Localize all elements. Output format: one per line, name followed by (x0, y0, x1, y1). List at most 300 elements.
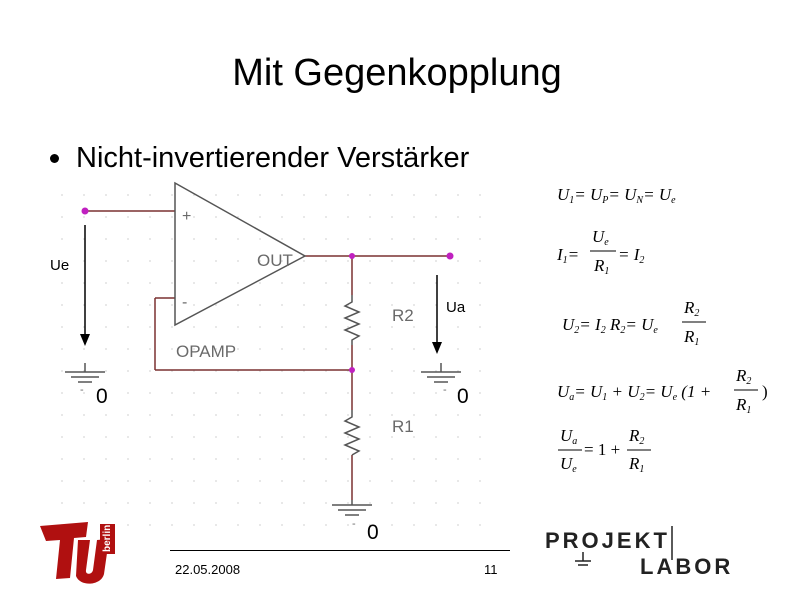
grid-dot (105, 370, 107, 372)
grid-dot (457, 348, 459, 350)
grid-dot (127, 414, 129, 416)
grid-dot (193, 480, 195, 482)
grid-dot (237, 194, 239, 196)
voltage-arrows (80, 225, 442, 354)
grid-dot (149, 458, 151, 460)
grid-dot (83, 502, 85, 504)
ground-right-icon (421, 363, 461, 382)
grid-dot (259, 282, 261, 284)
grid-dot (259, 436, 261, 438)
grid-dot (61, 238, 63, 240)
svg-text:): ) (762, 382, 768, 401)
grid-dot (149, 304, 151, 306)
grid-dot (215, 458, 217, 460)
svg-text:R2: R2 (736, 366, 752, 387)
grid-dot (171, 304, 173, 306)
grid-dot (325, 502, 327, 504)
plus-label: + (182, 208, 192, 225)
grid-dot (127, 392, 129, 394)
grid-dot (127, 326, 129, 328)
svg-text:R2: R2 (629, 426, 645, 447)
grid-dot (61, 436, 63, 438)
grid-dot (325, 436, 327, 438)
grid-dot (479, 260, 481, 262)
grid-dot (347, 348, 349, 350)
ground-bottom-minus: - (352, 518, 356, 530)
grid-dot (435, 524, 437, 526)
grid-dot (61, 370, 63, 372)
ground-right-minus: - (443, 384, 447, 396)
grid-dot (259, 194, 261, 196)
grid-dot (171, 194, 173, 196)
svg-text:R1: R1 (629, 454, 645, 475)
grid-dot (193, 392, 195, 394)
grid-dot (149, 326, 151, 328)
grid-dot (369, 502, 371, 504)
grid-dot (479, 524, 481, 526)
grid-dot (171, 260, 173, 262)
grid-dot (435, 260, 437, 262)
grid-dot (215, 414, 217, 416)
grid-dot (391, 238, 393, 240)
grid-dot (105, 502, 107, 504)
grid-dot (215, 436, 217, 438)
grid-dot (237, 458, 239, 460)
grid-dot (303, 326, 305, 328)
svg-text:U2= I2 R2= Ue: U2= I2 R2= Ue (562, 315, 658, 336)
ground-right-label: 0 (457, 385, 469, 408)
svg-text:R2: R2 (684, 298, 700, 319)
grid-dot (347, 260, 349, 262)
grid-dot (413, 436, 415, 438)
resistor-r1 (345, 410, 359, 455)
grid-dot (369, 216, 371, 218)
grid-dot (281, 282, 283, 284)
grid-dot (83, 458, 85, 460)
grid-dot (457, 326, 459, 328)
grid-dot (413, 260, 415, 262)
svg-text:I1=: I1= (557, 245, 580, 266)
grid-dot (259, 458, 261, 460)
grid-dot (413, 502, 415, 504)
grid-dot (127, 260, 129, 262)
grid-dot (193, 282, 195, 284)
ground-bottom-icon (332, 500, 372, 515)
grid-dot (61, 480, 63, 482)
grid-dot (193, 436, 195, 438)
grid-dot (61, 348, 63, 350)
grid-dot (215, 260, 217, 262)
grid-dot (237, 392, 239, 394)
grid-dot (281, 392, 283, 394)
grid-dot (149, 370, 151, 372)
projekt-labor-logo (545, 526, 733, 579)
grid-dot (303, 260, 305, 262)
grid-dot (479, 502, 481, 504)
grid-dot (61, 282, 63, 284)
grid-dot (105, 348, 107, 350)
grid-dot (369, 326, 371, 328)
grid-dot (303, 194, 305, 196)
grid-dot (171, 348, 173, 350)
grid-dot (259, 414, 261, 416)
grid-dot (281, 414, 283, 416)
grid-dot (259, 216, 261, 218)
grid-dot (127, 282, 129, 284)
svg-text:berlin: berlin (102, 524, 113, 552)
grid-dot (347, 392, 349, 394)
grid-dot (413, 370, 415, 372)
grid-dot (105, 326, 107, 328)
grid-dot (413, 458, 415, 460)
grid-dot (479, 326, 481, 328)
opamp-label: OPAMP (176, 342, 237, 361)
grid-dot (325, 304, 327, 306)
grid-dot (457, 216, 459, 218)
grid-dot (479, 370, 481, 372)
svg-text:R1: R1 (684, 327, 700, 348)
ua-label: Ua (446, 299, 466, 316)
grid-dot (281, 326, 283, 328)
grid-dot (369, 260, 371, 262)
grid-dot (171, 480, 173, 482)
grid-dot (281, 216, 283, 218)
grid-dot (149, 480, 151, 482)
grid-dot (347, 436, 349, 438)
grid-dot (303, 216, 305, 218)
grid-dot (435, 480, 437, 482)
grid-dot (127, 216, 129, 218)
grid-dot (149, 194, 151, 196)
grid-dot (281, 238, 283, 240)
grid-dot (259, 480, 261, 482)
grid-dot (259, 524, 261, 526)
grid-dot (479, 216, 481, 218)
grid-dot (237, 348, 239, 350)
grid-dot (391, 326, 393, 328)
ground-left-icon (65, 363, 105, 382)
grid-dot (83, 414, 85, 416)
grid-dot (215, 480, 217, 482)
grid-dot (149, 238, 151, 240)
grid-dot (127, 436, 129, 438)
grid-dot (303, 524, 305, 526)
grid-dot (149, 348, 151, 350)
grid-dot (61, 458, 63, 460)
grid-dot (435, 238, 437, 240)
grid-dot (127, 524, 129, 526)
grid-dot (413, 348, 415, 350)
grid-dot (127, 458, 129, 460)
grid-dot (83, 480, 85, 482)
grid-dot (369, 458, 371, 460)
grid-dot (215, 502, 217, 504)
grid-dot (325, 260, 327, 262)
grid-dot (325, 282, 327, 284)
grid-dot (193, 216, 195, 218)
svg-text:PROJEKT: PROJEKT (545, 528, 670, 553)
svg-text:Ue: Ue (592, 227, 609, 248)
grid-dot (369, 480, 371, 482)
grid-dot (413, 414, 415, 416)
grid-dot (105, 414, 107, 416)
grid-dot (479, 414, 481, 416)
grid-dot (325, 348, 327, 350)
grid-dot (369, 348, 371, 350)
grid-dot (193, 326, 195, 328)
grid-dot (303, 348, 305, 350)
grid-dot (369, 282, 371, 284)
grid-dot (237, 502, 239, 504)
grid-dot (105, 238, 107, 240)
grid-dot (105, 304, 107, 306)
footer-date: 22.05.2008 (175, 562, 241, 577)
grid-dot (281, 502, 283, 504)
grid-dot (149, 436, 151, 438)
grid-dot (391, 260, 393, 262)
ue-label: Ue (50, 257, 70, 274)
grid-dot (347, 194, 349, 196)
grid-dot (281, 304, 283, 306)
out-label: OUT (257, 251, 293, 270)
grid-dot (127, 304, 129, 306)
tu-berlin-logo (40, 522, 115, 584)
grid-dot (391, 370, 393, 372)
grid-dot (281, 194, 283, 196)
grid-dot (325, 326, 327, 328)
grid-dot (105, 436, 107, 438)
svg-text:= 1 +: = 1 + (584, 440, 621, 459)
grid-dot (259, 326, 261, 328)
grid-dot (171, 326, 173, 328)
grid-dot (215, 216, 217, 218)
grid-dot (215, 238, 217, 240)
grid-dot (171, 392, 173, 394)
schematic-grid (61, 194, 481, 526)
grid-dot (457, 260, 459, 262)
grid-dot (105, 282, 107, 284)
grid-dot (237, 524, 239, 526)
grid-dot (391, 216, 393, 218)
grid-dot (435, 194, 437, 196)
grid-dot (193, 260, 195, 262)
slide-title: Mit Gegenkopplung (232, 52, 562, 94)
grid-dot (303, 282, 305, 284)
grid-dot (325, 238, 327, 240)
ground-left-minus: - (80, 384, 84, 396)
grid-dot (259, 502, 261, 504)
grid-dot (303, 502, 305, 504)
grid-dot (369, 304, 371, 306)
svg-text:= I2: = I2 (618, 245, 645, 266)
grid-dot (479, 194, 481, 196)
grid-dot (237, 238, 239, 240)
grid-dot (237, 260, 239, 262)
grid-dot (237, 436, 239, 438)
grid-dot (391, 348, 393, 350)
grid-dot (61, 392, 63, 394)
grid-dot (303, 304, 305, 306)
grid-dot (303, 436, 305, 438)
grid-dot (61, 194, 63, 196)
grid-dot (347, 524, 349, 526)
grid-dot (413, 392, 415, 394)
grid-dot (457, 238, 459, 240)
grid-dot (347, 238, 349, 240)
r2-label: R2 (392, 306, 414, 325)
grid-dot (369, 194, 371, 196)
grid-dot (325, 524, 327, 526)
grid-dot (391, 458, 393, 460)
grid-dot (479, 238, 481, 240)
grid-dot (237, 304, 239, 306)
grid-dot (457, 414, 459, 416)
grid-dot (479, 480, 481, 482)
grid-dot (457, 524, 459, 526)
footer-page-number: 11 (484, 562, 498, 577)
footer-divider (170, 550, 510, 551)
grid-dot (457, 282, 459, 284)
grid-dot (435, 392, 437, 394)
grid-dot (149, 282, 151, 284)
grid-dot (457, 480, 459, 482)
grid-dot (479, 348, 481, 350)
grid-dot (413, 216, 415, 218)
bullet-text: Nicht-invertierender Verstärker (76, 142, 470, 174)
grid-dot (435, 436, 437, 438)
grid-dot (325, 414, 327, 416)
grid-dot (171, 282, 173, 284)
grid-dot (303, 480, 305, 482)
equation-3 (562, 298, 706, 348)
grid-dot (413, 194, 415, 196)
grid-dot (369, 238, 371, 240)
grid-dot (237, 480, 239, 482)
grid-dot (105, 480, 107, 482)
ground-left-label: 0 (96, 385, 108, 408)
grid-dot (193, 414, 195, 416)
grid-dot (193, 458, 195, 460)
grid-dot (457, 458, 459, 460)
grid-dot (259, 304, 261, 306)
grid-dot (391, 282, 393, 284)
circuit-nodes (82, 208, 454, 374)
grid-dot (281, 480, 283, 482)
svg-text:R1: R1 (736, 395, 752, 416)
grid-dot (171, 216, 173, 218)
grid-dot (303, 238, 305, 240)
grid-dot (83, 348, 85, 350)
grid-dot (435, 216, 437, 218)
grid-dot (413, 524, 415, 526)
grid-dot (347, 458, 349, 460)
grid-dot (171, 502, 173, 504)
grid-dot (413, 480, 415, 482)
grid-dot (127, 370, 129, 372)
grid-dot (479, 392, 481, 394)
grid-dot (413, 326, 415, 328)
equation-1: U1= UP= UN= Ue (557, 185, 676, 206)
svg-text:R1: R1 (594, 256, 610, 277)
grid-dot (61, 502, 63, 504)
ground-bottom-label: 0 (367, 521, 379, 544)
equation-5 (558, 426, 651, 475)
grid-dot (61, 304, 63, 306)
grid-dot (149, 216, 151, 218)
grid-dot (61, 216, 63, 218)
grid-dot (215, 392, 217, 394)
grid-dot (347, 216, 349, 218)
svg-text:Ue: Ue (560, 454, 577, 475)
grid-dot (479, 458, 481, 460)
grid-dot (105, 260, 107, 262)
grid-dot (391, 414, 393, 416)
grid-dot (303, 458, 305, 460)
grid-dot (237, 414, 239, 416)
svg-text:Ua= U1 + U2= Ue (1 +: Ua= U1 + U2= Ue (1 + (557, 382, 712, 403)
grid-dot (435, 458, 437, 460)
grid-dot (369, 370, 371, 372)
resistor-r2 (345, 295, 359, 345)
svg-text:Ua: Ua (560, 426, 578, 447)
grid-dot (61, 326, 63, 328)
svg-text:LABOR: LABOR (640, 554, 734, 579)
grid-dot (61, 414, 63, 416)
grid-dot (281, 524, 283, 526)
grid-dot (347, 480, 349, 482)
grid-dot (435, 414, 437, 416)
grid-dot (83, 436, 85, 438)
grid-dot (149, 502, 151, 504)
grid-dot (105, 216, 107, 218)
grid-dot (325, 480, 327, 482)
grid-dot (325, 194, 327, 196)
grid-dot (369, 392, 371, 394)
grid-dot (215, 524, 217, 526)
grid-dot (105, 458, 107, 460)
grid-dot (237, 282, 239, 284)
grid-dot (413, 238, 415, 240)
grid-dot (127, 502, 129, 504)
grid-dot (149, 524, 151, 526)
grid-dot (149, 414, 151, 416)
grid-dot (369, 414, 371, 416)
grid-dot (325, 458, 327, 460)
grid-dot (347, 414, 349, 416)
grid-dot (149, 392, 151, 394)
grid-dot (281, 436, 283, 438)
grid-dot (281, 348, 283, 350)
grid-dot (479, 282, 481, 284)
equation-4 (557, 366, 768, 416)
grid-dot (347, 282, 349, 284)
equations (556, 185, 768, 475)
equation-2 (556, 227, 644, 277)
grid-dot (193, 502, 195, 504)
grid-dot (259, 392, 261, 394)
grid-dot (193, 524, 195, 526)
grid-dot (83, 216, 85, 218)
grid-dot (171, 238, 173, 240)
grid-dot (193, 304, 195, 306)
grid-dot (171, 524, 173, 526)
grid-dot (347, 502, 349, 504)
grid-dot (83, 194, 85, 196)
grid-dot (391, 524, 393, 526)
grid-dot (369, 436, 371, 438)
grid-dot (391, 392, 393, 394)
grid-dot (391, 502, 393, 504)
